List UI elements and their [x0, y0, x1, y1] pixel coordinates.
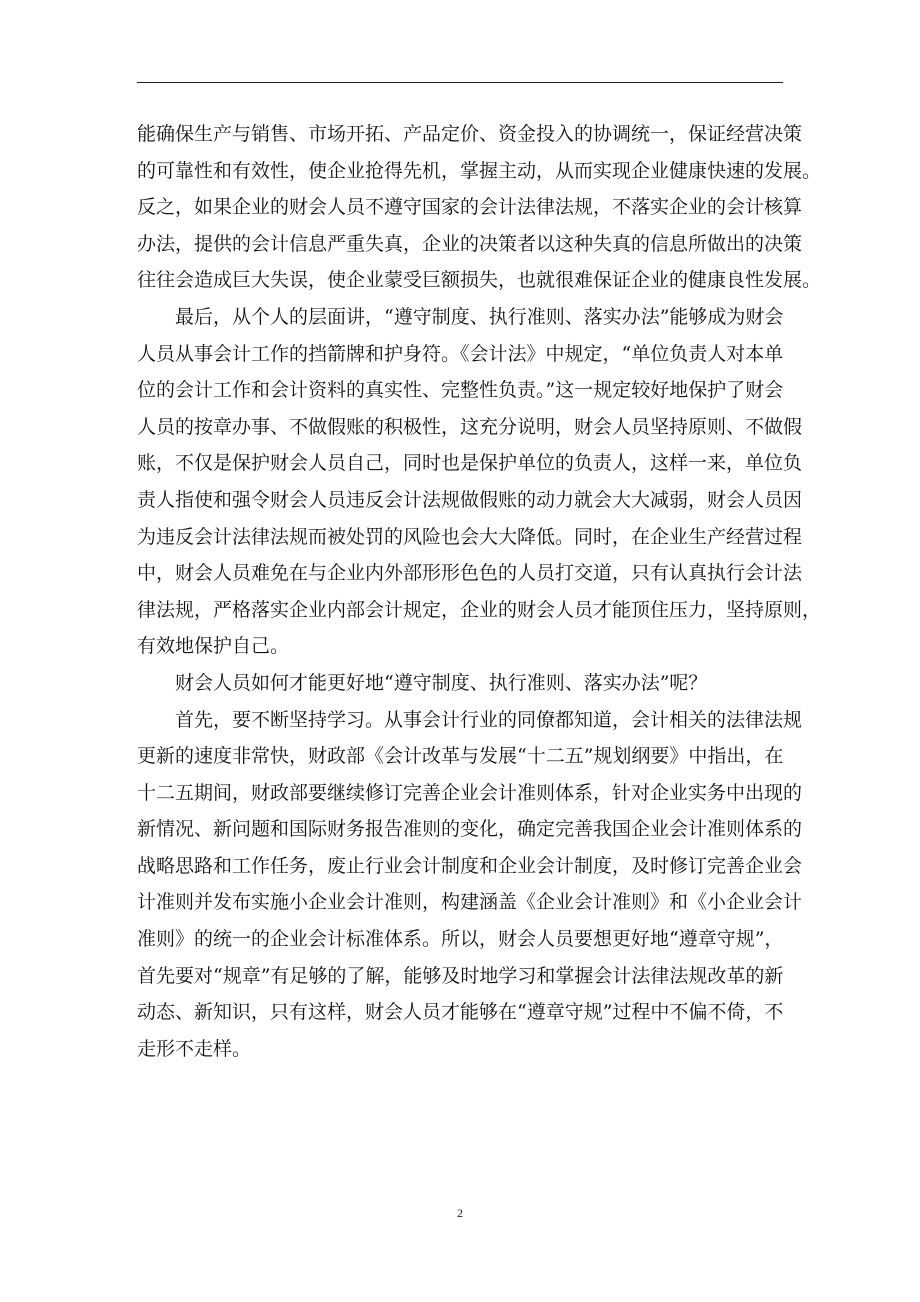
text-line: 责人指使和强令财会人员违反会计法规做假账的动力就会大大减弱，财会人员因 [137, 488, 803, 511]
text-line: 动态、新知识，只有这样，财会人员才能够在“遵章守规”过程中不偏不倚，不 [137, 1001, 784, 1024]
text-line: 首先要对“规章”有足够的了解，能够及时地学习和掌握会计法律法规改革的新 [137, 964, 784, 987]
text-line: 为违反会计法律法规而被处罚的风险也会大大降低。同时，在企业生产经营过程 [137, 525, 803, 548]
text-line: 位的会计工作和会计资料的真实性、完整性负责。”这一规定较好地保护了财会 [137, 379, 784, 402]
text-line: 的可靠性和有效性，使企业抢得先机，掌握主动，从而实现企业健康快速的发展。 [137, 159, 822, 182]
paragraph-last-line: 有效地保护自己。 [137, 635, 290, 658]
text-line: 战略思路和工作任务，废止行业会计制度和企业会计制度，及时修订完善企业会 [137, 854, 803, 877]
text-line: 新情况、新问题和国际财务报告准则的变化，确定完善我国企业会计准则体系的 [137, 818, 803, 841]
text-line: 更新的速度非常快，财政部《会计改革与发展“十二五”规划纲要》中指出，在 [137, 745, 784, 768]
text-line: 人员的按章办事、不做假账的积极性，这充分说明，财会人员坚持原则、不做假 [137, 415, 803, 438]
paragraph-first-line: 首先，要不断坚持学习。从事会计行业的同僚都知道，会计相关的法律法规 [175, 708, 803, 731]
text-line: 律法规，严格落实企业内部会计规定，企业的财会人员才能顶住压力，坚持原则， [137, 598, 822, 621]
question-line: 财会人员如何才能更好地“遵守制度、执行准则、落实办法”呢？ [175, 671, 708, 694]
text-line: 办法，提供的会计信息严重失真，企业的决策者以这种失真的信息所做出的决策 [137, 232, 803, 255]
body-text [137, 116, 822, 1067]
text-line: 能确保生产与销售、市场开拓、产品定价、资金投入的协调统一，保证经营决策 [137, 123, 803, 145]
paragraph-first-line: 最后，从个人的层面讲，“遵守制度、执行准则、落实办法”能够成为财会 [175, 305, 784, 328]
header-rule [137, 82, 783, 83]
text-line: 准则》的统一的企业会计标准体系。所以，财会人员要想更好地“遵章守规”， [137, 928, 784, 951]
text-line: 账，不仅是保护财会人员自己，同时也是保护单位的负责人，这样一来，单位负 [137, 452, 803, 475]
text-line: 计准则并发布实施小企业会计准则，构建涵盖《企业会计准则》和《小企业会计 [137, 891, 803, 914]
text-line: 往往会造成巨大失误，使企业蒙受巨额损失，也就很难保证企业的健康良性发展。 [137, 269, 822, 292]
text-line: 反之，如果企业的财会人员不遵守国家的会计法律法规，不落实企业的会计核算 [137, 196, 803, 219]
text-line: 中，财会人员难免在与企业内外部形形色色的人员打交道，只有认真执行会计法 [137, 562, 803, 585]
paragraph-last-line: 走形不走样。 [137, 1037, 252, 1060]
page-number: 2 [457, 1206, 463, 1220]
text-line: 人员从事会计工作的挡箭牌和护身符。《会计法》中规定，“单位负责人对本单 [137, 342, 784, 365]
text-line: 十二五期间，财政部要继续修订完善企业会计准则体系，针对企业实务中出现的 [137, 781, 803, 804]
